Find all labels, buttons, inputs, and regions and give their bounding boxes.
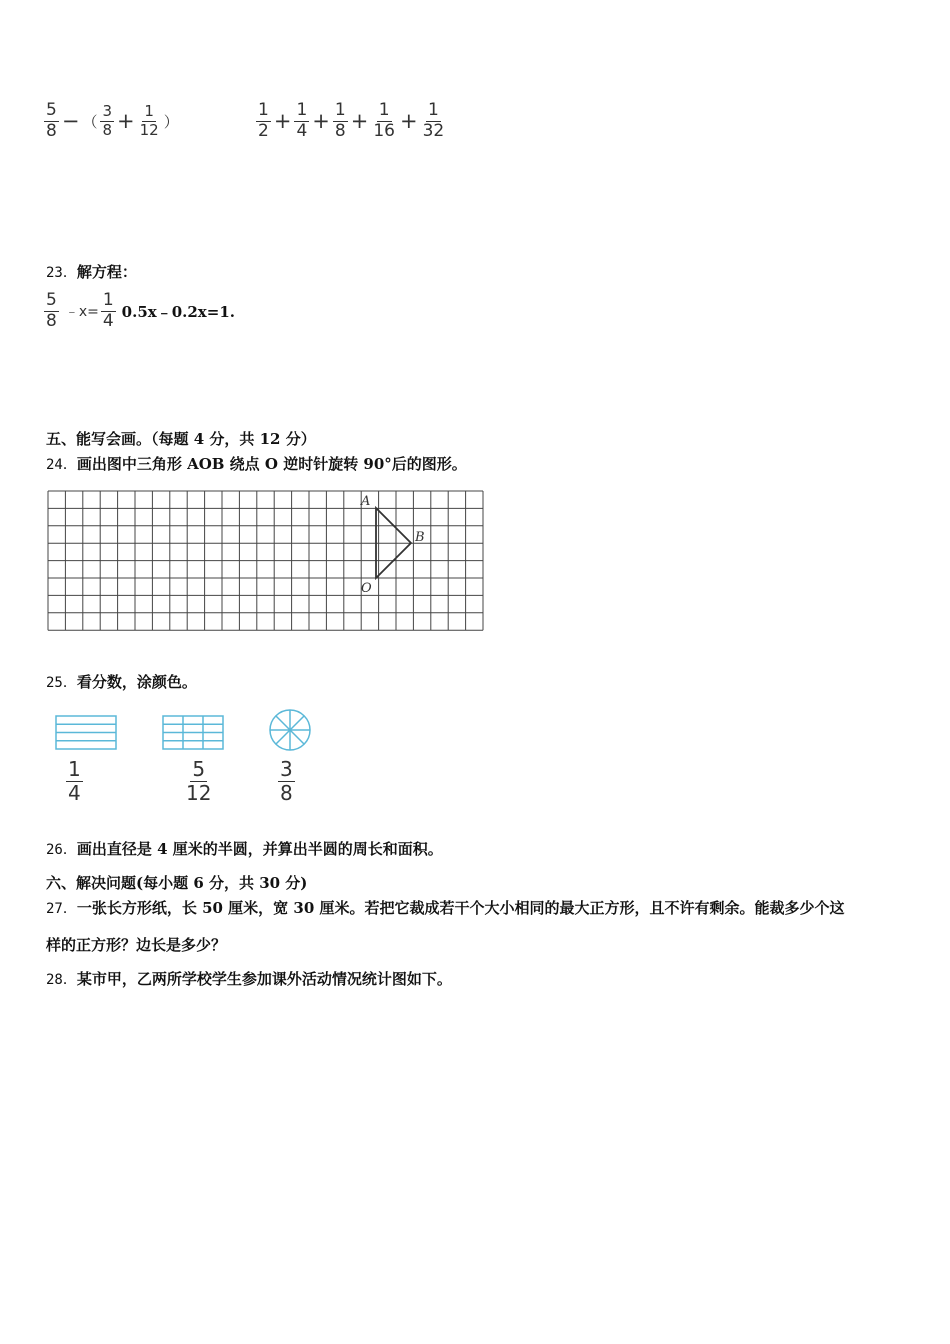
label-b: B [415, 530, 425, 545]
plus-sign: + [273, 108, 292, 133]
plus-sign: + [117, 108, 135, 133]
fraction: $\frac{5}{8}$ [46, 290, 57, 331]
grid-lines [48, 491, 483, 630]
equations [44, 292, 235, 331]
right-paren: ） [163, 112, 179, 131]
fraction-shapes [50, 708, 320, 754]
question-25 [46, 671, 197, 692]
fraction: $\frac{1}{2}$ [258, 100, 269, 141]
question-text: 看分数，涂颜色。 [76, 673, 197, 691]
plus-sign: + [350, 108, 369, 133]
question-27 [46, 897, 845, 918]
label-a: A [361, 494, 371, 509]
label-o: O [361, 581, 372, 596]
fraction: $\frac{3}{8}$ [102, 102, 112, 139]
fraction: $\frac{1}{4}$ [102, 290, 114, 331]
fraction-five-twelfths: $\frac{5}{12}$ [186, 757, 212, 805]
question-number: 25． [46, 675, 77, 691]
question-number: 23． [46, 265, 77, 281]
fraction-one-quarter: $\frac{1}{4}$ [68, 757, 81, 805]
question-text: 画出图中三角形 AOB 绕点 O 逆时针旋转 90°后的图形。 [76, 455, 467, 473]
question-number: 26． [46, 842, 77, 858]
question-23 [46, 261, 137, 282]
expression-2 [256, 102, 446, 141]
fraction: $\frac{1}{16}$ [373, 100, 395, 141]
fraction-three-eighths: $\frac{3}{8}$ [280, 757, 293, 805]
question-24 [46, 453, 467, 474]
section-5-title: 五、能写会画。（每题 4 分，共 12 分） [46, 430, 316, 448]
question-text: 画出直径是 4 厘米的半圆，并算出半圆的周长和面积。 [76, 840, 443, 858]
equation-2: 0.5x﹣0.2x=1. [121, 302, 235, 321]
fraction: $\frac{1}{4}$ [296, 100, 308, 141]
question-number: 27． [46, 901, 77, 917]
question-28 [46, 968, 452, 989]
circle-eighths [270, 710, 310, 750]
question-text: 某市甲，乙两所学校学生参加课外活动情况统计图如下。 [76, 970, 452, 988]
section-6-title: 六、解决问题(每小题 6 分，共 30 分) [46, 874, 308, 892]
plus-sign: + [399, 108, 418, 133]
rotation-grid [40, 485, 490, 637]
fraction: $\frac{1}{8}$ [334, 100, 346, 141]
plus-sign: + [312, 108, 330, 133]
question-26 [46, 838, 443, 859]
fraction: $\frac{5}{8}$ [46, 100, 57, 141]
rectangle-twelfths [163, 716, 223, 749]
question-text-line-1: 一张长方形纸，长 50 厘米，宽 30 厘米。若把它裁成若干个大小相同的最大正方形，且不许有剩余。能裁多少个这 [76, 899, 845, 917]
fraction: $\frac{1}{12}$ [139, 102, 159, 139]
fraction: $\frac{1}{32}$ [422, 100, 445, 141]
question-27-line-2: 样的正方形？边长是多少？ [46, 936, 227, 954]
question-number: 24． [46, 457, 77, 473]
minus-sign: − [61, 108, 80, 133]
question-text: 解方程： [76, 263, 137, 281]
equation-middle: ﹣x= [64, 304, 99, 321]
expression-1 [44, 102, 179, 141]
left-paren: （ [82, 112, 98, 131]
question-number: 28． [46, 972, 77, 988]
rectangle-quarters [56, 716, 116, 749]
